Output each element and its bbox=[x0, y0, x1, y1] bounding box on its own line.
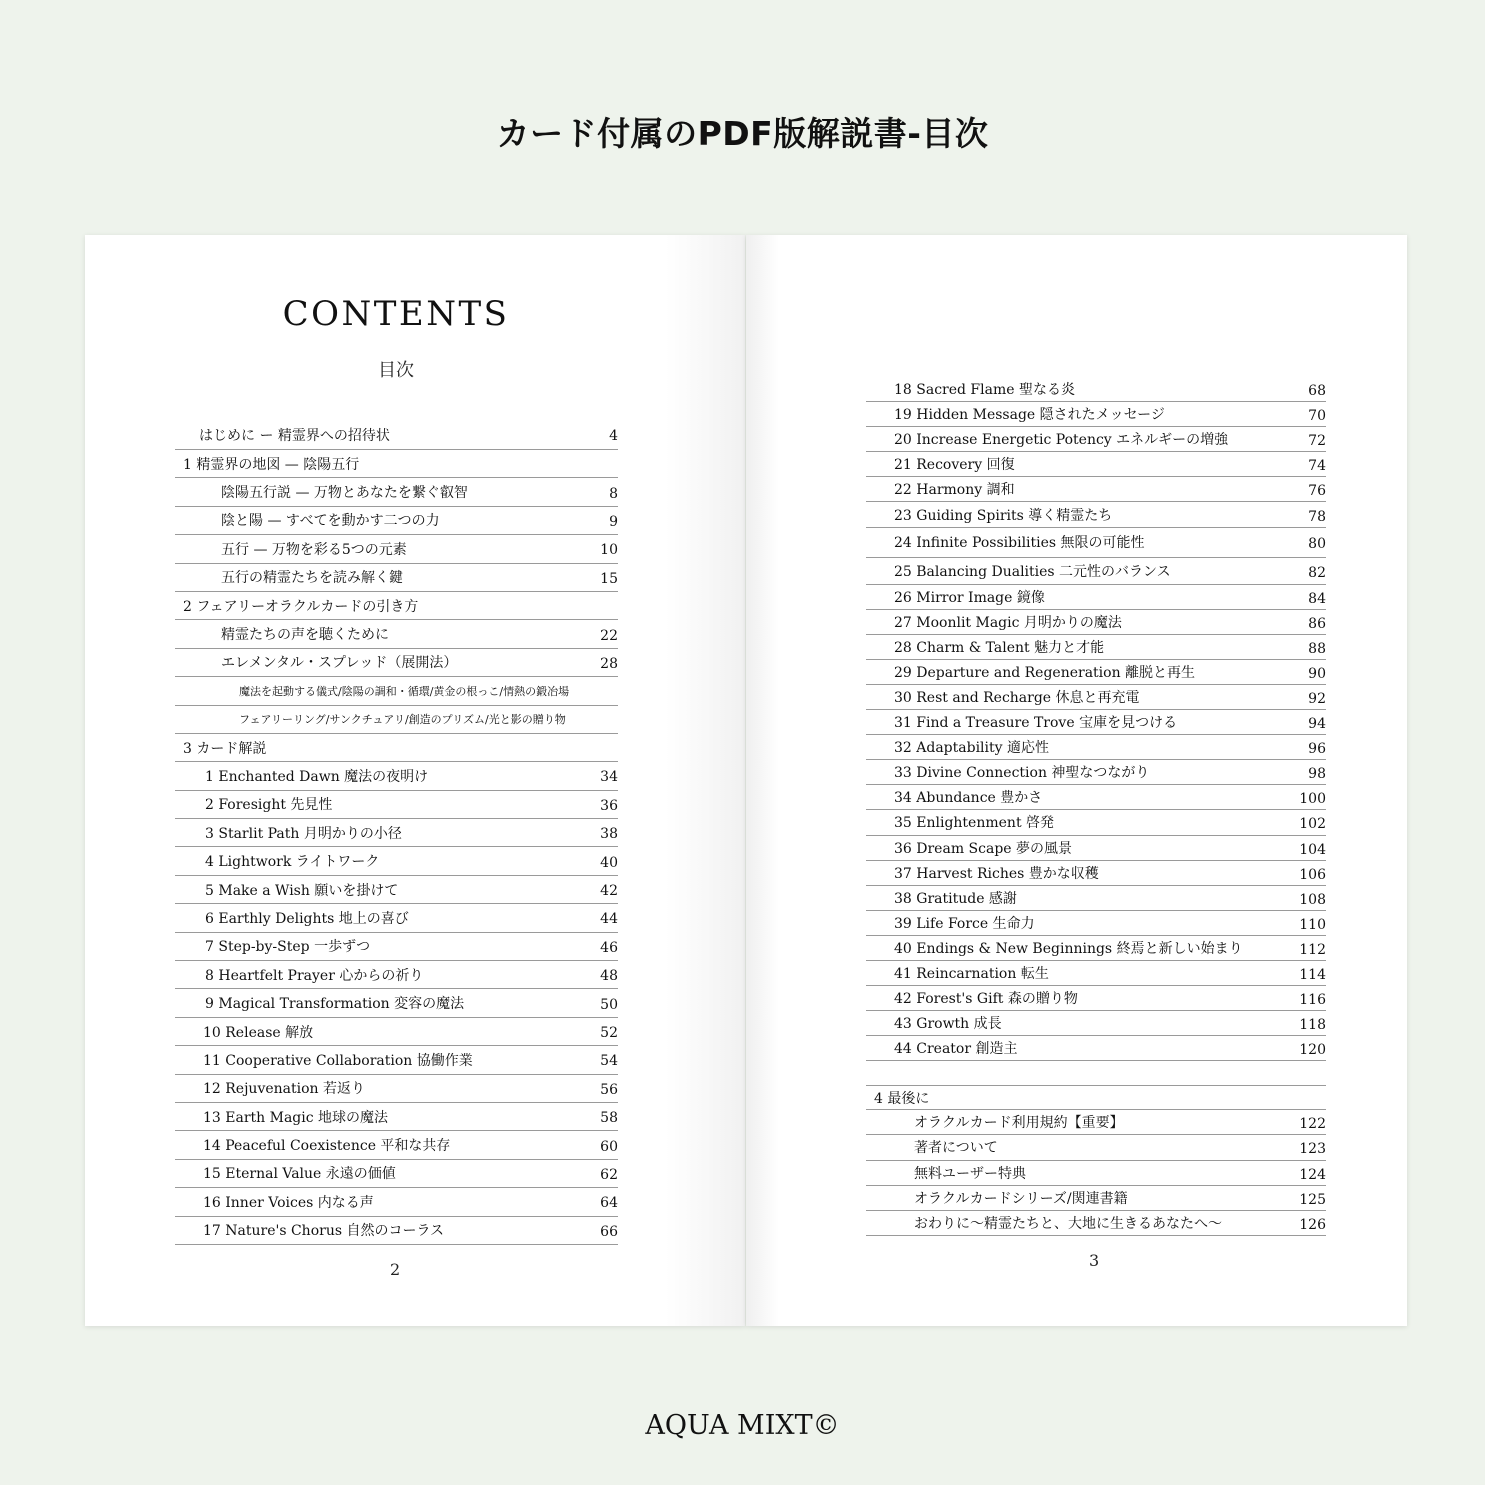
toc-entry bbox=[866, 1061, 1326, 1086]
toc-entry-title: 38 Gratitude 感謝 bbox=[894, 890, 1017, 907]
toc-entry-title: 33 Divine Connection 神聖なつながり bbox=[894, 765, 1150, 782]
toc-entry-page: 82 bbox=[1308, 564, 1326, 581]
toc-entry-page: 102 bbox=[1299, 816, 1326, 833]
toc-entry bbox=[866, 760, 1326, 785]
toc-entry-page: 66 bbox=[600, 1223, 618, 1240]
toc-entry bbox=[866, 836, 1326, 861]
toc-entry-page: 86 bbox=[1308, 615, 1326, 632]
toc-entry-page: 94 bbox=[1308, 716, 1326, 733]
page-number-left: 2 bbox=[390, 1260, 401, 1279]
toc-entry bbox=[866, 1011, 1326, 1036]
toc-entry-page: 112 bbox=[1299, 941, 1326, 958]
page-number-right: 3 bbox=[1089, 1251, 1100, 1270]
toc-entry bbox=[866, 1086, 1326, 1110]
toc-entry-page: 100 bbox=[1299, 791, 1326, 808]
toc-entry bbox=[175, 1103, 618, 1131]
toc-entry bbox=[866, 785, 1326, 810]
toc-entry-page: 46 bbox=[600, 939, 618, 956]
toc-entry bbox=[866, 861, 1326, 886]
toc-entry-title: 2 フェアリーオラクルカードの引き方 bbox=[183, 598, 419, 615]
toc-entry-title: 10 Release 解放 bbox=[203, 1024, 314, 1041]
toc-entry bbox=[866, 558, 1326, 585]
toc-entry-page: 15 bbox=[600, 570, 618, 587]
toc-entry-title: フェアリーリング/サンクチュアリ/創造のプリズム/光と影の贈り物 bbox=[239, 713, 566, 727]
toc-entry bbox=[175, 876, 618, 904]
toc-entry-title: 7 Step-by-Step 一歩ずつ bbox=[205, 939, 371, 956]
toc-entry bbox=[866, 1036, 1326, 1061]
toc-entry bbox=[866, 502, 1326, 527]
toc-entry-page: 104 bbox=[1299, 841, 1326, 858]
toc-entry bbox=[175, 478, 618, 506]
toc-entry bbox=[175, 989, 618, 1017]
toc-entry-title: 五行の精霊たちを読み解く鍵 bbox=[221, 570, 403, 587]
toc-entry-title: 陰と陽 — すべてを動かす二つの力 bbox=[221, 513, 440, 530]
toc-entry-title: 43 Growth 成長 bbox=[894, 1016, 1002, 1033]
toc-entry-page: 72 bbox=[1308, 433, 1326, 450]
toc-entry bbox=[175, 819, 618, 847]
toc-entry bbox=[175, 1131, 618, 1159]
toc-entry-page: 116 bbox=[1299, 992, 1326, 1009]
toc-entry-page: 118 bbox=[1299, 1017, 1326, 1034]
toc-entry-page: 4 bbox=[609, 428, 618, 444]
toc-entry-title: エレメンタル・スプレッド（展開法） bbox=[221, 655, 458, 672]
toc-entry-title: 19 Hidden Message 隠されたメッセージ bbox=[894, 407, 1165, 424]
toc-entry-page: 58 bbox=[600, 1110, 618, 1127]
toc-entry bbox=[175, 1018, 618, 1046]
toc-entry-page: 40 bbox=[600, 854, 618, 871]
toc-entry-page: 108 bbox=[1299, 891, 1326, 908]
toc-entry-title: おわりに〜精霊たちと、大地に生きるあなたへ〜 bbox=[914, 1215, 1222, 1232]
toc-entry-title: 陰陽五行説 — 万物とあなたを繋ぐ叡智 bbox=[221, 485, 468, 502]
toc-entry-title: 18 Sacred Flame 聖なる炎 bbox=[894, 382, 1075, 399]
toc-entry-page: 50 bbox=[600, 996, 618, 1013]
toc-entry-title: 3 カード解説 bbox=[183, 740, 267, 757]
toc-entry bbox=[866, 427, 1326, 452]
toc-entry bbox=[175, 420, 618, 450]
toc-entry-title: 21 Recovery 回復 bbox=[894, 457, 1015, 474]
toc-entry-title: 35 Enlightenment 啓発 bbox=[894, 815, 1055, 832]
toc-entry bbox=[866, 735, 1326, 760]
toc-entry-page: 10 bbox=[600, 542, 618, 559]
toc-entry bbox=[175, 450, 618, 478]
toc-entry-page: 125 bbox=[1299, 1191, 1326, 1208]
toc-entry bbox=[175, 706, 618, 734]
toc-entry-page: 120 bbox=[1299, 1042, 1326, 1059]
toc-entry bbox=[866, 1161, 1326, 1186]
toc-entry bbox=[866, 886, 1326, 911]
toc-entry-title: 11 Cooperative Collaboration 協働作業 bbox=[203, 1052, 473, 1069]
toc-entry-title: 44 Creator 創造主 bbox=[894, 1041, 1018, 1058]
toc-entry-page: 110 bbox=[1299, 916, 1326, 933]
toc-entry-page: 122 bbox=[1299, 1116, 1326, 1133]
toc-entry-title: 8 Heartfelt Prayer 心からの祈り bbox=[205, 967, 424, 984]
toc-entry-title: 著者について bbox=[914, 1140, 998, 1157]
toc-entry-page: 42 bbox=[600, 883, 618, 900]
toc-entry bbox=[175, 847, 618, 875]
toc-entry-title: オラクルカードシリーズ/関連書籍 bbox=[914, 1190, 1128, 1207]
toc-entry-title: 32 Adaptability 適応性 bbox=[894, 740, 1049, 757]
toc-entry-title: 魔法を起動する儀式/陰陽の調和・循環/黄金の根っこ/情熱の鍛冶場 bbox=[239, 684, 570, 698]
toc-entry-title: 41 Reincarnation 転生 bbox=[894, 966, 1049, 983]
toc-entry-title: 15 Eternal Value 永遠の価値 bbox=[203, 1166, 396, 1183]
toc-entry-title: オラクルカード利用規約【重要】 bbox=[914, 1115, 1124, 1132]
toc-entry bbox=[866, 1211, 1326, 1236]
toc-entry-title: 五行 — 万物を彩る5つの元素 bbox=[221, 541, 407, 558]
toc-entry-page: 38 bbox=[600, 826, 618, 843]
toc-entry bbox=[175, 649, 618, 677]
toc-entry-title: 30 Rest and Recharge 休息と再充電 bbox=[894, 689, 1140, 706]
toc-entry-title: 34 Abundance 豊かさ bbox=[894, 790, 1043, 807]
toc-entry-title: 17 Nature's Chorus 自然のコーラス bbox=[203, 1223, 445, 1240]
toc-entry bbox=[175, 1217, 618, 1245]
toc-entry-title: 26 Mirror Image 鏡像 bbox=[894, 589, 1045, 606]
toc-entry bbox=[175, 564, 618, 592]
toc-entry-title: 13 Earth Magic 地球の魔法 bbox=[203, 1109, 389, 1126]
toc-entry bbox=[866, 685, 1326, 710]
toc-entry-title: 1 精霊界の地図 — 陰陽五行 bbox=[183, 456, 360, 473]
toc-list-right bbox=[866, 377, 1326, 1236]
toc-entry bbox=[175, 592, 618, 620]
toc-entry-page: 54 bbox=[600, 1053, 618, 1070]
toc-entry-title: 4 最後に bbox=[874, 1090, 930, 1107]
toc-entry-page: 76 bbox=[1308, 483, 1326, 500]
toc-entry-page: 123 bbox=[1299, 1141, 1326, 1158]
toc-entry bbox=[175, 1160, 618, 1188]
toc-entry-title: 24 Infinite Possibilities 無限の可能性 bbox=[894, 535, 1145, 552]
toc-entry bbox=[175, 933, 618, 961]
toc-entry-page: 64 bbox=[600, 1195, 618, 1212]
toc-entry-title: 25 Balancing Dualities 二元性のバランス bbox=[894, 563, 1171, 580]
toc-entry bbox=[175, 1046, 618, 1074]
toc-entry bbox=[175, 677, 618, 705]
toc-entry-page: 126 bbox=[1299, 1216, 1326, 1233]
toc-list-left bbox=[175, 420, 618, 1245]
toc-entry-page: 52 bbox=[600, 1025, 618, 1041]
toc-entry-title: 36 Dream Scape 夢の風景 bbox=[894, 840, 1073, 857]
toc-entry bbox=[866, 585, 1326, 610]
toc-entry-page: 56 bbox=[600, 1081, 618, 1098]
toc-entry-title: 42 Forest's Gift 森の贈り物 bbox=[894, 991, 1078, 1008]
toc-entry-title: 6 Earthly Delights 地上の喜び bbox=[205, 910, 409, 927]
toc-entry-page: 124 bbox=[1299, 1166, 1326, 1183]
toc-entry-page: 9 bbox=[609, 513, 618, 530]
toc-entry bbox=[175, 1075, 618, 1103]
toc-entry bbox=[175, 791, 618, 819]
toc-entry bbox=[866, 402, 1326, 427]
toc-entry-page: 106 bbox=[1299, 866, 1326, 883]
toc-entry-page: 68 bbox=[1308, 383, 1326, 400]
toc-entry bbox=[866, 710, 1326, 735]
toc-entry-title: 無料ユーザー特典 bbox=[914, 1165, 1026, 1182]
toc-entry bbox=[175, 620, 618, 648]
toc-entry bbox=[175, 961, 618, 989]
toc-entry-title: 2 Foresight 先見性 bbox=[205, 797, 333, 814]
toc-entry-page: 34 bbox=[600, 769, 618, 786]
toc-entry-title: 16 Inner Voices 内なる声 bbox=[203, 1194, 374, 1211]
toc-entry bbox=[175, 1188, 618, 1216]
toc-entry bbox=[866, 610, 1326, 635]
toc-entry bbox=[175, 762, 618, 790]
toc-entry bbox=[866, 911, 1326, 936]
toc-entry-page: 48 bbox=[600, 968, 618, 985]
toc-entry-page: 28 bbox=[600, 655, 618, 672]
toc-entry-page: 22 bbox=[600, 627, 618, 644]
toc-entry bbox=[175, 535, 618, 563]
toc-entry bbox=[866, 961, 1326, 986]
toc-entry-page: 44 bbox=[600, 911, 618, 928]
toc-entry bbox=[866, 477, 1326, 502]
toc-entry-title: 31 Find a Treasure Trove 宝庫を見つける bbox=[894, 715, 1178, 732]
toc-entry bbox=[175, 904, 618, 932]
toc-entry-title: 29 Departure and Regeneration 離脱と再生 bbox=[894, 664, 1196, 681]
toc-entry-page: 80 bbox=[1308, 536, 1326, 553]
toc-entry-title: 39 Life Force 生命力 bbox=[894, 915, 1035, 932]
footer-brand: AQUA MIXT© bbox=[645, 1410, 840, 1441]
toc-entry-page: 36 bbox=[600, 797, 618, 814]
toc-entry-page: 92 bbox=[1308, 690, 1326, 707]
toc-entry-page: 88 bbox=[1308, 640, 1326, 657]
toc-entry bbox=[866, 528, 1326, 558]
toc-entry-page: 70 bbox=[1308, 408, 1326, 425]
toc-entry-title: 4 Lightwork ライトワーク bbox=[205, 854, 380, 871]
toc-entry-page: 90 bbox=[1308, 665, 1326, 682]
toc-entry-title: 12 Rejuvenation 若返り bbox=[203, 1081, 366, 1098]
toc-entry bbox=[866, 1110, 1326, 1135]
toc-entry-title: 23 Guiding Spirits 導く精霊たち bbox=[894, 507, 1113, 524]
toc-entry-page: 78 bbox=[1308, 508, 1326, 525]
contents-subheading: 目次 bbox=[378, 360, 414, 381]
contents-heading: CONTENTS bbox=[282, 294, 510, 334]
toc-entry bbox=[866, 1135, 1326, 1160]
toc-entry-page: 60 bbox=[600, 1138, 618, 1155]
toc-entry bbox=[866, 1186, 1326, 1211]
toc-entry-title: 20 Increase Energetic Potency エネルギーの増強 bbox=[894, 432, 1229, 449]
toc-entry-page: 114 bbox=[1299, 967, 1326, 984]
toc-entry-title: 3 Starlit Path 月明かりの小径 bbox=[205, 825, 402, 842]
toc-entry-title: 精霊たちの声を聴くために bbox=[221, 627, 389, 644]
toc-entry-title: 40 Endings & New Beginnings 終焉と新しい始まり bbox=[894, 940, 1243, 957]
toc-entry-title: 22 Harmony 調和 bbox=[894, 482, 1015, 499]
toc-entry-title: 5 Make a Wish 願いを掛けて bbox=[205, 882, 399, 899]
toc-entry-title: 27 Moonlit Magic 月明かりの魔法 bbox=[894, 614, 1122, 631]
toc-entry bbox=[866, 377, 1326, 402]
toc-entry bbox=[866, 986, 1326, 1011]
toc-entry-title: 9 Magical Transformation 変容の魔法 bbox=[205, 996, 465, 1013]
toc-entry-title: 14 Peaceful Coexistence 平和な共存 bbox=[203, 1138, 451, 1155]
toc-entry-page: 8 bbox=[609, 485, 618, 502]
toc-entry-title: 1 Enchanted Dawn 魔法の夜明け bbox=[205, 768, 429, 785]
toc-entry-title: はじめに ー 精霊界への招待状 bbox=[199, 427, 390, 444]
toc-entry bbox=[866, 452, 1326, 477]
toc-entry-page: 98 bbox=[1308, 766, 1326, 783]
toc-entry bbox=[866, 936, 1326, 961]
toc-entry bbox=[866, 810, 1326, 835]
toc-entry-page: 74 bbox=[1308, 458, 1326, 475]
toc-entry-page: 62 bbox=[600, 1166, 618, 1183]
toc-entry bbox=[175, 734, 618, 762]
toc-entry-title: 28 Charm & Talent 魅力と才能 bbox=[894, 639, 1105, 656]
toc-entry bbox=[175, 507, 618, 535]
toc-entry-title: 37 Harvest Riches 豊かな収穫 bbox=[894, 865, 1099, 882]
toc-entry bbox=[866, 635, 1326, 660]
toc-entry bbox=[866, 660, 1326, 685]
banner-title: カード付属のPDF版解説書-目次 bbox=[496, 114, 989, 153]
toc-entry-page: 96 bbox=[1308, 741, 1326, 758]
toc-entry-page: 84 bbox=[1308, 590, 1326, 607]
